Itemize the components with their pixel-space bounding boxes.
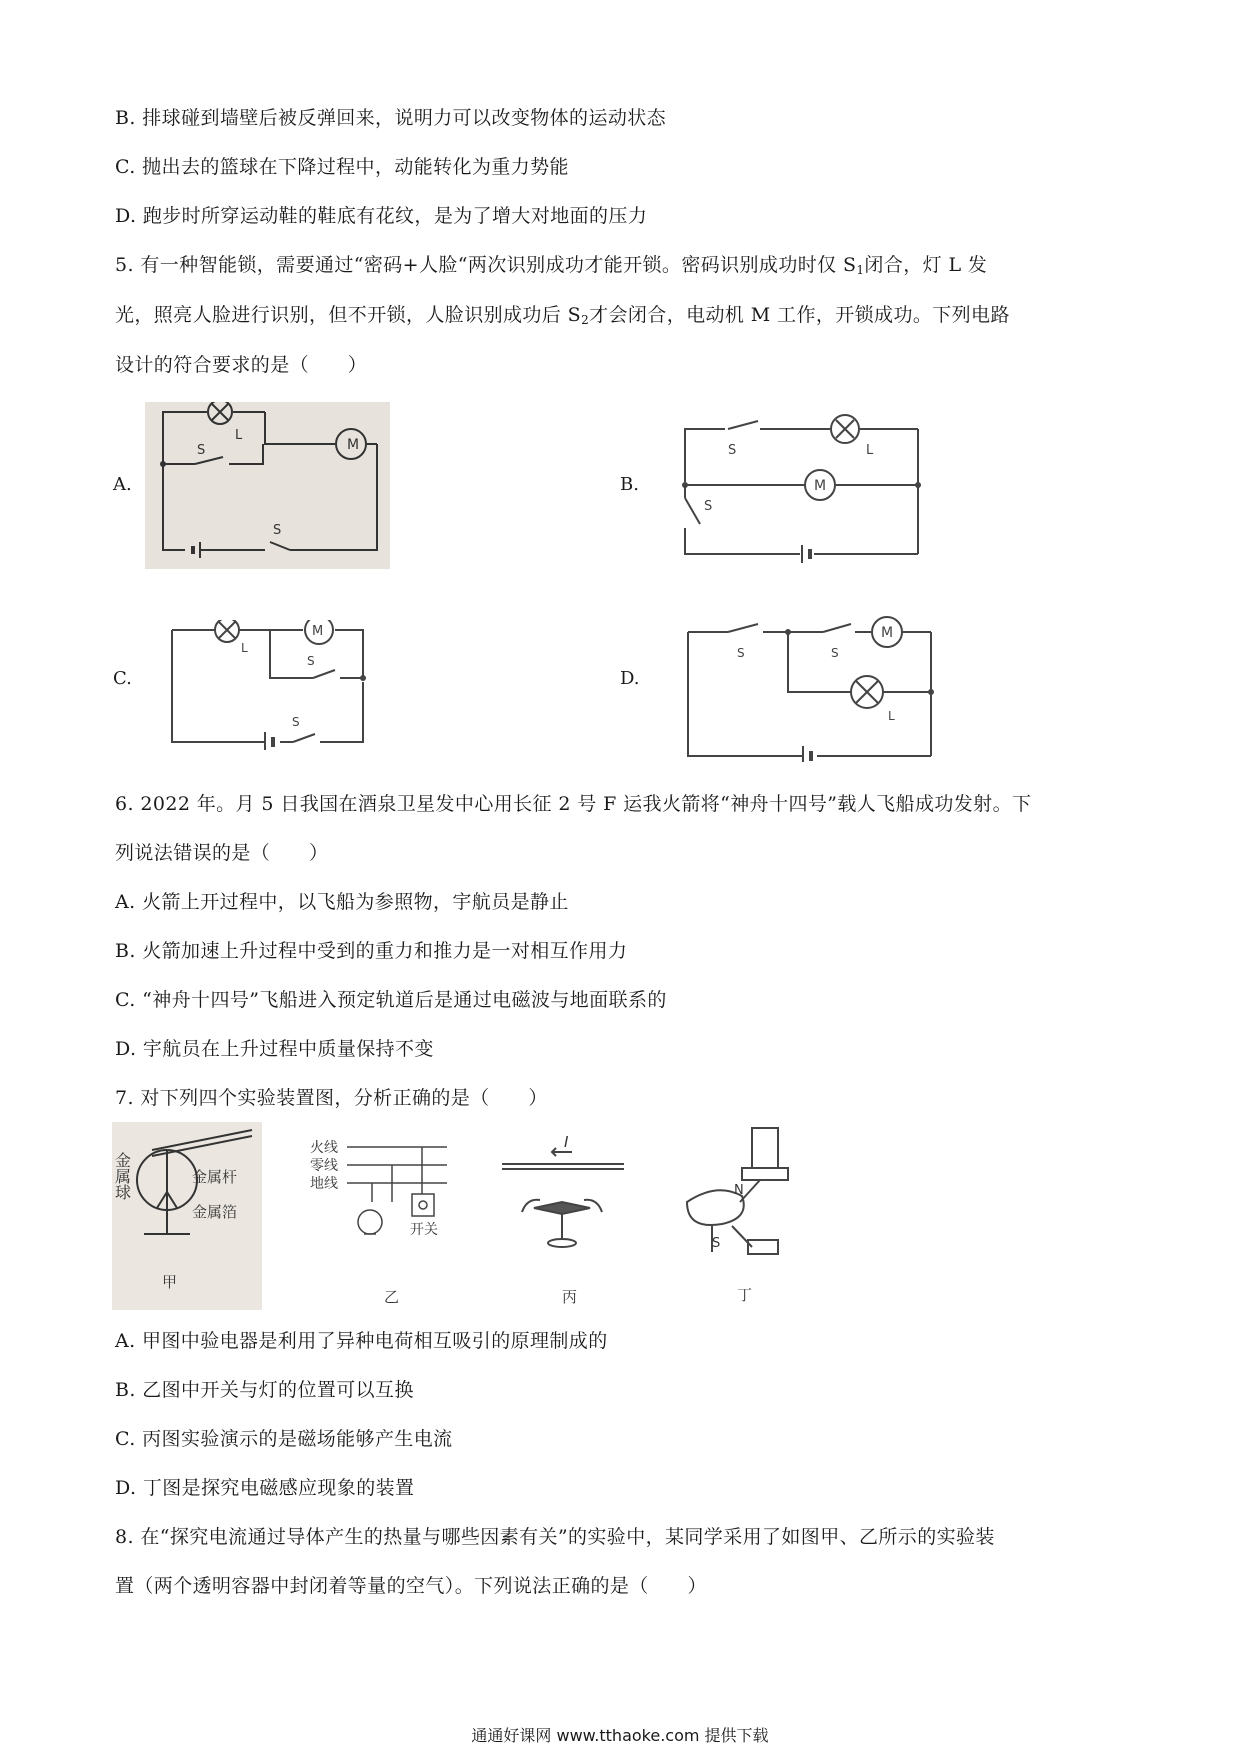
s1-label: S — [292, 715, 300, 729]
s2-label: S — [704, 499, 713, 514]
motor-label: M — [814, 478, 827, 494]
circuit-b-diagram — [670, 412, 930, 584]
label-fire-wire: 火线 — [310, 1140, 338, 1156]
motor-label: M — [312, 624, 324, 639]
label-switch: 开关 — [410, 1222, 438, 1238]
q5-stem-line1: 5. 有一种智能锁，需要通过“密码+人脸“两次识别成功才能开锁。密码识别成功时仅 $S_1$闭合，灯 L 发 — [115, 254, 988, 277]
household-wiring-figure — [310, 1139, 447, 1306]
label-metal-foil: 金属箔 — [192, 1203, 238, 1221]
circuit-c-diagram — [165, 620, 375, 750]
lamp-label: L — [241, 641, 248, 655]
circuit-a-diagram — [145, 402, 390, 569]
q6-option-d: D. 宇航员在上升过程中质量保持不变 — [115, 1038, 434, 1060]
page-footer: 通通好课网 www.tthaoke.com 提供下载 — [471, 1726, 769, 1745]
q6-option-b: B. 火箭加速上升过程中受到的重力和推力是一对相互作用力 — [115, 940, 628, 962]
lamp-label: L — [235, 428, 243, 443]
q8-stem-line2: 置（两个透明容器中封闭着等量的空气）。下列说法正确的是（ ） — [115, 1575, 707, 1597]
s1-label: S — [273, 523, 282, 538]
label-jia: 甲 — [162, 1273, 178, 1291]
q4-option-c: C. 抛出去的篮球在下降过程中，动能转化为重力势能 — [115, 156, 569, 178]
q7-option-b: B. 乙图中开关与灯的位置可以互换 — [115, 1379, 414, 1401]
q4-option-d: D. 跑步时所穿运动鞋的鞋底有花纹，是为了增大对地面的压力 — [115, 205, 648, 227]
q8-stem-line1: 8. 在“探究电流通过导体产生的热量与哪些因素有关”的实验中，某同学采用了如图甲、乙所示的实验装 — [115, 1526, 995, 1548]
s2-label: S — [307, 654, 315, 668]
label-metal-rod: 金属杆 — [192, 1168, 238, 1186]
q5-option-c-label: C. — [113, 668, 132, 689]
q5-option-a-label: A. — [113, 474, 132, 495]
label-north-pole: N — [734, 1183, 744, 1198]
q5-option-b-label: B. — [620, 474, 639, 495]
q4-option-b: B. 排球碰到墙壁后被反弹回来，说明力可以改变物体的运动状态 — [115, 107, 667, 129]
q5-stem-line3: 设计的符合要求的是（ ） — [115, 354, 368, 376]
s2-label: S — [197, 443, 206, 458]
s2-label: S — [831, 646, 839, 660]
q5-stem-line2: 光，照亮人脸进行识别，但不开锁，人脸识别成功后 $S_2$才会闭合，电动机 M 工作，开锁成功。下列电路 — [115, 304, 1010, 327]
q7-experiment-figures — [112, 1122, 812, 1312]
oersted-figure — [502, 1133, 624, 1306]
q6-option-c: C. “神舟十四号”飞船进入预定轨道后是通过电磁波与地面联系的 — [115, 989, 667, 1011]
label-south-pole: S — [712, 1236, 721, 1251]
label-neutral-wire: 零线 — [310, 1158, 338, 1174]
lamp-label: L — [866, 443, 874, 458]
q6-option-a: A. 火箭上开过程中，以飞船为参照物，宇航员是静止 — [115, 891, 569, 913]
q7-option-d: D. 丁图是探究电磁感应现象的装置 — [115, 1477, 415, 1499]
motor-label: M — [347, 437, 360, 453]
q7-option-a: A. 甲图中验电器是利用了异种电荷相互吸引的原理制成的 — [115, 1330, 608, 1352]
motor-label: M — [881, 625, 894, 641]
electroscope-figure — [112, 1122, 262, 1310]
label-ding: 丁 — [737, 1286, 753, 1304]
lamp-label: L — [888, 709, 895, 723]
q6-stem-line2: 列说法错误的是（ ） — [115, 842, 329, 864]
label-metal-ball: 金属球 — [112, 1152, 132, 1200]
q5-option-d-label: D. — [620, 668, 640, 689]
label-current: I — [564, 1133, 569, 1151]
s1-label: S — [737, 646, 745, 660]
q7-option-c: C. 丙图实验演示的是磁场能够产生电流 — [115, 1428, 453, 1450]
q6-stem-line1: 6. 2022 年。月 5 日我国在酒泉卫星发中心用长征 2 号 F 运我火箭将“神舟十四号”载人飞船成功发射。下 — [115, 793, 1032, 815]
circuit-d-diagram — [683, 612, 943, 762]
label-yi: 乙 — [384, 1288, 400, 1306]
electric-motor-figure — [687, 1128, 788, 1304]
label-bing: 丙 — [562, 1288, 578, 1306]
s1-label: S — [728, 443, 737, 458]
q7-stem: 7. 对下列四个实验装置图，分析正确的是（ ） — [115, 1087, 548, 1109]
label-ground-wire: 地线 — [310, 1176, 338, 1192]
